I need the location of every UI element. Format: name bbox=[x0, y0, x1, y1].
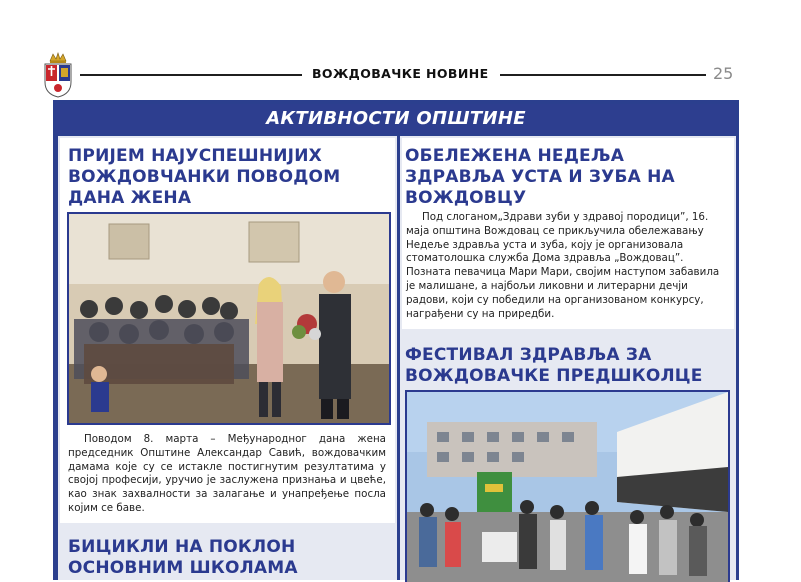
teeth-article-headline: ОБЕЛЕЖЕНА НЕДЕЉА ЗДРАВЉА УСТА И ЗУБА НА ВОЖДОВЦУ bbox=[405, 146, 675, 208]
section-title: АКТИВНОСТИ ОПШТИНЕ bbox=[56, 104, 736, 134]
festival-article-headline: ФЕСТИВАЛ ЗДРАВЉА ЗА ВОЖДОВАЧКЕ ПРЕДШКОЛЦЕ bbox=[405, 345, 703, 386]
festival-photo-illustration bbox=[407, 392, 728, 582]
municipality-crest-logo bbox=[44, 52, 72, 98]
women-article-headline: ПРИЈЕМ НАЈУСПЕШНИЈИХ ВОЖДОВЧАНКИ ПОВОДОМ ДАНА ЖЕНА bbox=[68, 146, 341, 208]
bikes-article-headline: БИЦИКЛИ НА ПОКЛОН ОСНОВНИМ ШКОЛАМА bbox=[68, 537, 298, 578]
header-rule-left bbox=[80, 74, 302, 76]
publication-name: ВОЖДОВАЧКЕ НОВИНЕ bbox=[312, 66, 489, 81]
women-article-photo bbox=[67, 212, 391, 425]
teeth-article-body: Под слоганом„Здрави зуби у здравој породици”, 16. маја општина Вождовац се прикључила обележавању Недеље здравља уста и зуба, коју је организовала стоматолошка служба Дома здравља „Вождовац”. Позната певачица Мари Мари, својим наступом забавила је малишане, а најбољи ликовни и литерарни дечји радови, који су победили на организованом конкурсу, награђени су на приредби. bbox=[406, 211, 720, 320]
page-number: 25 bbox=[713, 64, 734, 83]
festival-article-photo bbox=[405, 390, 730, 582]
reception-photo-illustration bbox=[69, 214, 389, 423]
header-rule-right bbox=[500, 74, 706, 76]
women-article-body: Поводом 8. марта – Међународног дана жена председник Општине Александар Савић, вождовачким дамама које су се истакле постигнутим резултатима у својој професији, уручио је заслужена признања и цвеће, као знак захвалности за залагање и унапређење посла којим се баве. bbox=[68, 433, 386, 514]
